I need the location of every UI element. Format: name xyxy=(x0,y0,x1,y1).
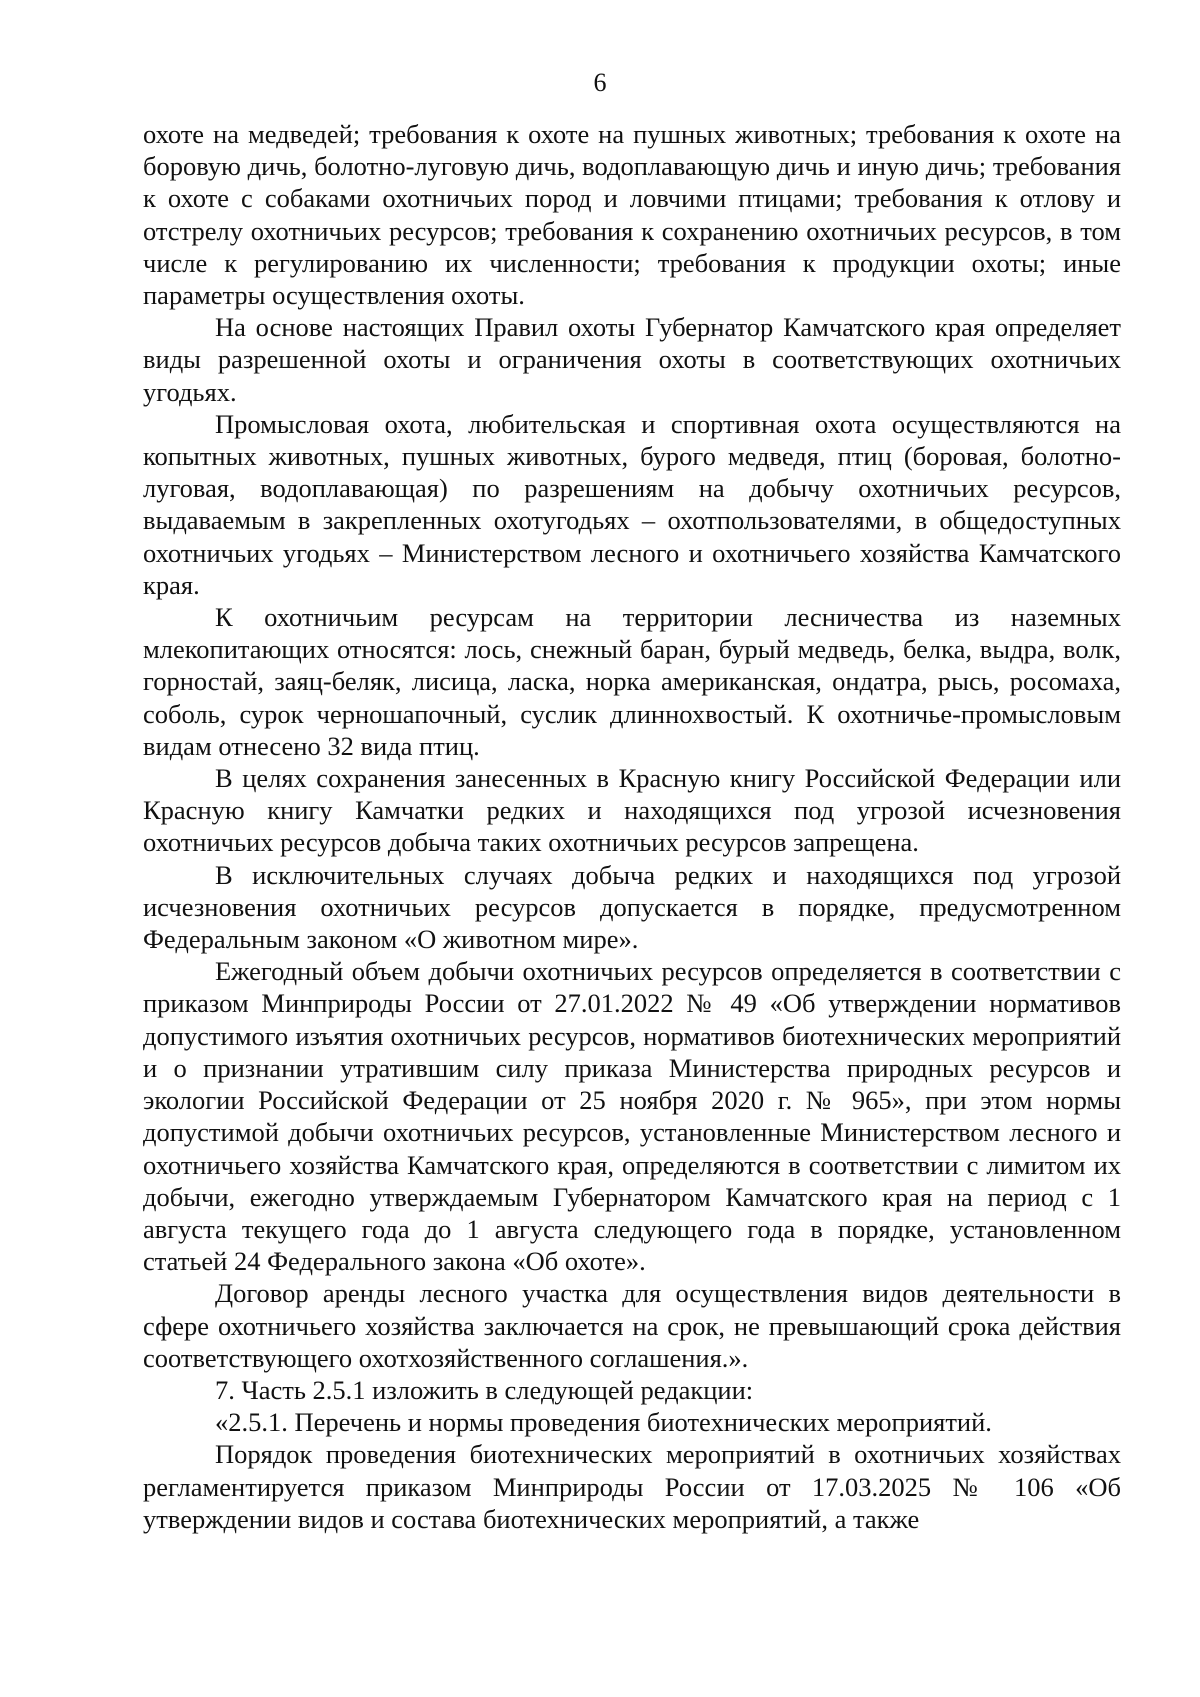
paragraph-section-2-5-1-title: «2.5.1. Перечень и нормы проведения биотехнических мероприятий. xyxy=(215,1407,992,1438)
paragraph-hunting-types: Промысловая охота, любительская и спортивная охота осуществляются на копытных животных, пушных животных, бурого медведя, птиц (боровая, болотно-луговая, водоплавающая) по разрешениям на добычу охотничьих ресурсов, выдаваемым в закрепленных охотугодьях – охотпользователями, в общедоступных охотничьих угодьях – Министерством лесного и охотничьего хозяйства Камчатского края. xyxy=(143,408,1121,600)
paragraph-biotechnical-procedure: Порядок проведения биотехнических мероприятий в охотничьих хозяйствах регламентируется приказом Минприроды России от 17.03.2025 № 106 «Об утверждении видов и состава биотехнических мероприятий, а также xyxy=(143,1439,1121,1534)
document-body xyxy=(143,118,1121,1535)
paragraph-hunting-resources-list: К охотничьим ресурсам на территории лесничества из наземных млекопитающих относятся: лось, снежный баран, бурый медведь, белка, выдра, волк, горностай, заяц-беляк, лисица, ласка, норка американская, ондатра, рысь, росомаха, соболь, сурок черношапочный, суслик длиннохвостый. К охотничье-промысловым видам отнесено 32 вида птиц. xyxy=(143,602,1121,761)
paragraph-lease-agreement: Договор аренды лесного участка для осуществления видов деятельности в сфере охотничьего хозяйства заключается на срок, не превышающий срока действия соответствующего охотхозяйственного соглашения.». xyxy=(143,1278,1121,1373)
paragraph-continuation: охоте на медведей; требования к охоте на пушных животных; требования к охоте на боровую дичь, болотно-луговую дичь, водоплавающую дичь и иную дичь; требования к охоте с собаками охотничьих пород и ловчими птицами; требования к отлову и отстрелу охотничьих ресурсов; требования к сохранению охотничьих ресурсов, в том числе к регулированию их численности; требования к продукции охоты; иные параметры осуществления охоты. xyxy=(143,119,1121,311)
paragraph-exceptional-cases: В исключительных случаях добыча редких и находящихся под угрозой исчезновения охотничьих ресурсов допускается в порядке, предусмотренном Федеральным законом «О животном мире». xyxy=(143,859,1121,955)
paragraph-hunting-rules-governor: На основе настоящих Правил охоты Губернатор Камчатского края определяет виды разрешенной охоты и ограничения охоты в соответствующих охотничьих угодьях. xyxy=(143,312,1121,407)
paragraph-annual-volume: Ежегодный объем добычи охотничьих ресурсов определяется в соответствии с приказом Минприроды России от 27.01.2022 № 49 «Об утверждении нормативов допустимого изъятия охотничьих ресурсов, нормативов биотехнических мероприятий и о признании утратившим силу приказа Министерства природных ресурсов и экологии Российской Федерации от 25 ноября 2020 г. № 965», при этом нормы допустимой добычи охотничьих ресурсов, установленные Министерством лесного и охотничьего хозяйства Камчатского края, определяются в соответствии с лимитом их добычи, ежегодно утверждаемым Губернатором Камчатского края на период с 1 августа текущего года до 1 августа следующего года в порядке, установленном статьей 24 Федерального закона «Об охоте». xyxy=(143,956,1121,1277)
page-number: 6 xyxy=(593,68,607,97)
paragraph-amendment-7: 7. Часть 2.5.1 изложить в следующей редакции: xyxy=(215,1374,754,1405)
paragraph-red-book: В целях сохранения занесенных в Красную книгу Российской Федерации или Красную книгу Камчатки редких и находящихся под угрозой исчезновения охотничьих ресурсов добыча таких охотничьих ресурсов запрещена. xyxy=(143,763,1121,858)
